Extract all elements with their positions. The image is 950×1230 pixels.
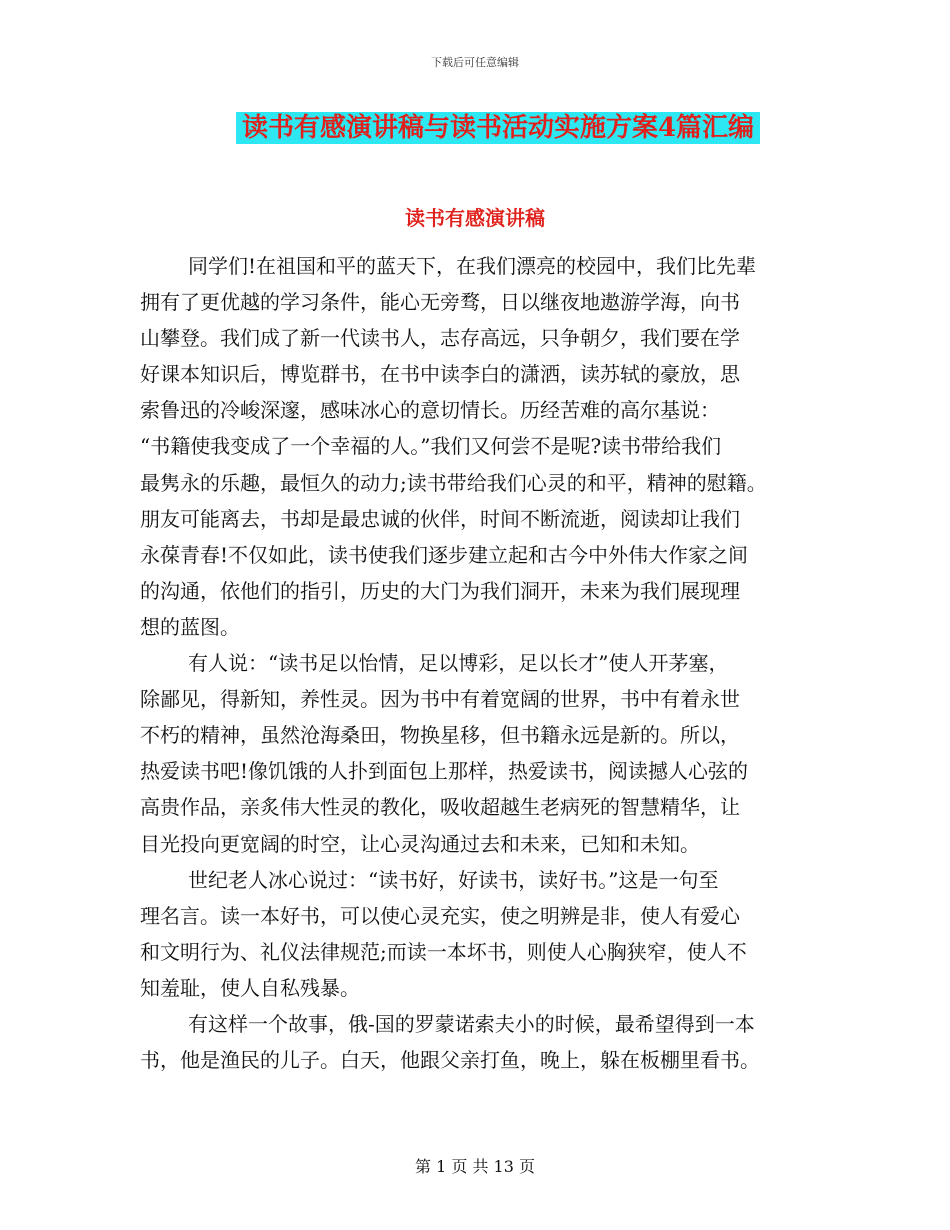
text-line: 永葆青春!不仅如此，读书使我们逐步建立起和古今中外伟大作家之间 bbox=[140, 542, 749, 567]
text-line: 的沟通，依他们的指引，历史的大门为我们洞开，未来为我们展现理 bbox=[140, 578, 740, 603]
text-line: 有这样一个故事，俄-国的罗蒙诺索夫小的时候，最希望得到一本 bbox=[188, 1011, 755, 1036]
text-line: 热爱读书吧!像饥饿的人扑到面包上那样，热爱读书，阅读撼人心弦的 bbox=[140, 759, 749, 784]
text-line: 朋友可能离去，书却是最忠诚的伙伴，时间不断流逝，阅读却让我们 bbox=[140, 506, 740, 531]
text-line: 不朽的精神，虽然沧海桑田，物换星移，但书籍永远是新的。所以， bbox=[140, 723, 740, 748]
text-line: 想的蓝图。 bbox=[140, 614, 240, 639]
text-line: 高贵作品，亲炙伟大性灵的教化，吸收超越生老病死的智慧精华，让 bbox=[140, 795, 740, 820]
text-line: 最隽永的乐趣，最恒久的动力;读书带给我们心灵的和平，精神的慰籍。 bbox=[140, 470, 767, 495]
text-line: 目光投向更宽阔的时空，让心灵沟通过去和未来，已知和未知。 bbox=[140, 831, 700, 856]
page-footer: 第 1 页 共 13 页 bbox=[415, 1157, 535, 1176]
text-line: 索鲁迅的冷峻深邃，感味冰心的意切情长。历经苦难的高尔基说： bbox=[140, 398, 720, 423]
text-line: “书籍使我变成了一个幸福的人。”我们又何尝不是呢?读书带给我们 bbox=[140, 434, 722, 459]
section-title: 读书有感演讲稿 bbox=[405, 206, 545, 230]
text-line: 理名言。读一本好书，可以使心灵充实，使之明辨是非，使人有爱心 bbox=[140, 903, 740, 928]
text-line: 同学们!在祖国和平的蓝天下，在我们漂亮的校园中，我们比先辈 bbox=[188, 254, 757, 278]
document-title: 读书有感演讲稿与读书活动实施方案4篇汇编 bbox=[236, 112, 760, 144]
text-line: 有人说：“读书足以怡情，足以博彩，足以长才”使人开茅塞， bbox=[188, 651, 729, 676]
text-line: 世纪老人冰心说过：“读书好，好读书，读好书。”这是一句至 bbox=[188, 867, 719, 892]
body-text bbox=[140, 248, 830, 1078]
text-line: 好课本知识后，博览群书，在书中读李白的潇洒，读苏轼的豪放，思 bbox=[140, 362, 740, 387]
text-line: 知羞耻，使人自私残暴。 bbox=[140, 975, 360, 1000]
text-line: 拥有了更优越的学习条件，能心无旁骛，日以继夜地遨游学海，向书 bbox=[140, 290, 740, 315]
header-note: 下载后可任意编辑 bbox=[431, 56, 519, 69]
text-line: 和文明行为、礼仪法律规范;而读一本坏书，则使人心胸狭窄，使人不 bbox=[140, 939, 747, 964]
text-line: 书，他是渔民的儿子。白天，他跟父亲打鱼，晚上，躲在板棚里看书。 bbox=[140, 1048, 760, 1073]
text-line: 山攀登。我们成了新一代读书人，志存高远，只争朝夕，我们要在学 bbox=[140, 326, 740, 351]
text-line: 除鄙见，得新知，养性灵。因为书中有着宽阔的世界，书中有着永世 bbox=[140, 687, 740, 712]
